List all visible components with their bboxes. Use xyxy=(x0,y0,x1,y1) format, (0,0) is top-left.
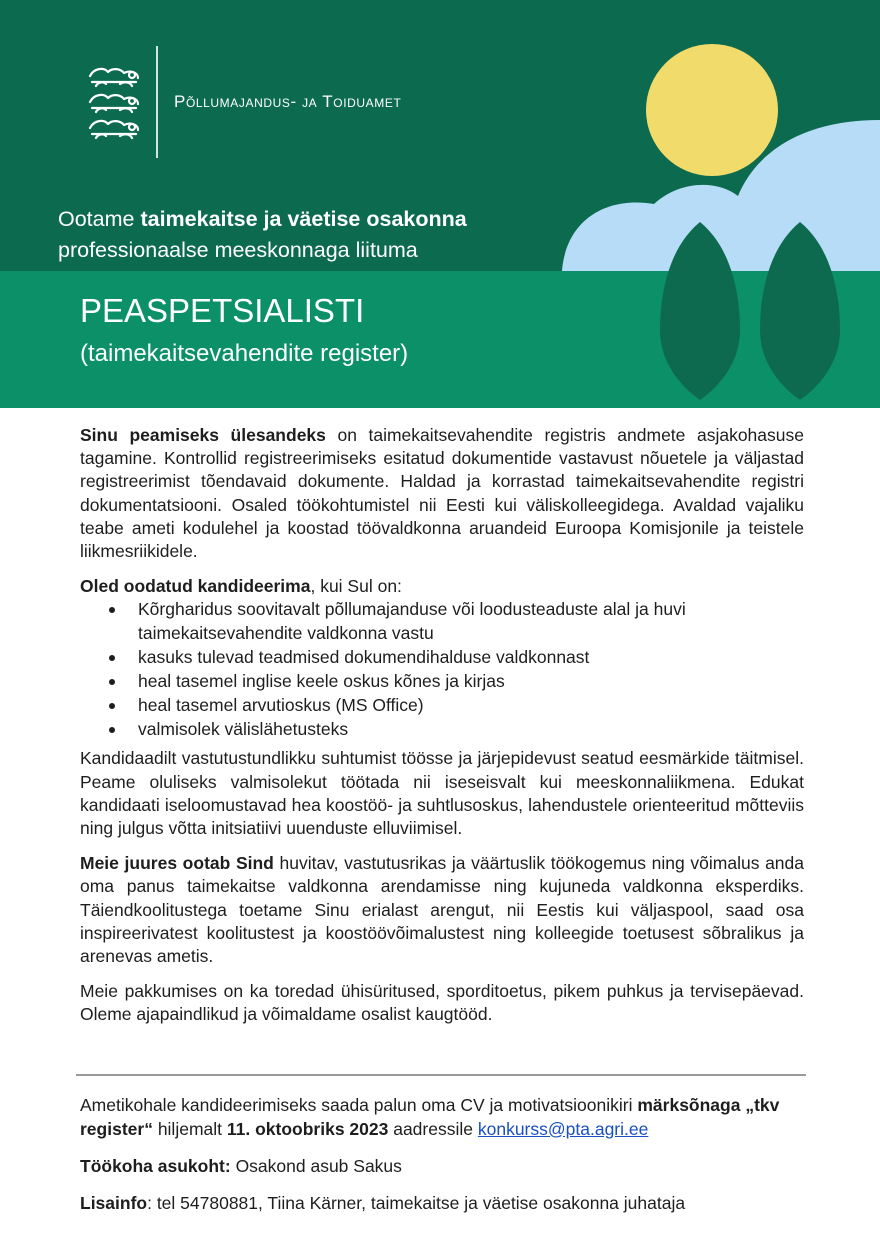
duties-text: on taimekaitsevahendite registris andmete asjakohasuse tagamine. Kontrollid registreerimiseks esitatud dokumentide vastavust nõuetele ja väljastad registreerimist tõendavaid dokumente. Haldad ja korrastad taimekaitsevahendite registri dokumentatsiooni. Osaled töökohtumistel nii Eesti kui väliskolleegidega. Avaldad vajaliku teabe ameti kodulehel ja koostad töövaldkonna aruandeid Euroopa Komisjonile ja teistele liikmesriikidele. xyxy=(80,425,804,562)
apply-text: Ametikohale kandideerimiseks saada palun oma CV ja motivatsioonikiri xyxy=(80,1095,638,1115)
position-heading xyxy=(80,290,408,370)
offer-heading: Meie juures ootab Sind xyxy=(80,853,274,874)
requirements-heading: Oled oodatud kandideerima xyxy=(80,576,311,597)
lion-icon xyxy=(90,121,138,138)
header-banner xyxy=(0,0,880,408)
intro-prefix: Ootame xyxy=(58,207,141,231)
list-item: kasuks tulevad teadmised dokumendihalduse valdkonnast xyxy=(138,646,804,670)
job-description xyxy=(80,424,804,1027)
intro-department: taimekaitse ja väetise osakonna xyxy=(140,207,467,231)
email-link[interactable]: konkurss@pta.agri.ee xyxy=(477,1118,649,1139)
intro-heading xyxy=(58,204,467,266)
location-line xyxy=(80,1155,804,1179)
intro-line2: professionaalse meeskonnaga liituma xyxy=(58,238,418,262)
list-item: heal tasemel inglise keele oskus kõnes ja kirjas xyxy=(138,670,804,694)
benefits-paragraph: Meie pakkumises on ka toredad ühisüritused, sporditoetus, pikem puhkus ja tervisepäevad. Oleme ajapaindlikud ja võimaldame osalist kaugtööd. xyxy=(80,981,804,1025)
offer-text: huvitav, vastutusrikas ja väärtuslik töökogemus ning võimalus anda oma panus taimekaitse valdkonna arendamisse ning kujuneda valdkonna eksperdiks. Täiendkoolitustega toetame Sinu erialast arengut, nii Eestis kui väljaspool, saad osa inspireerivatest koolitustest ja koostöövõimalustest ning kolleegide toetusest sõbralikus ja arenevas ametis. xyxy=(80,853,805,967)
logo-divider xyxy=(156,46,158,158)
apply-deadline-prefix: hiljemalt xyxy=(152,1118,227,1139)
list-item: heal tasemel arvutioskus (MS Office) xyxy=(138,694,804,718)
application-info xyxy=(80,1094,804,1215)
list-item: valmisolek välislähetusteks xyxy=(138,718,804,742)
lion-icon xyxy=(90,69,138,86)
requirements-intro-text: , kui Sul on: xyxy=(310,576,402,597)
agency-name: Põllumajandus- ja Toiduamet xyxy=(174,92,402,111)
sun-shape xyxy=(646,44,778,176)
location-label: Töökoha asukoht: xyxy=(80,1156,231,1176)
position-subtitle: (taimekaitsevahendite register) xyxy=(80,340,409,367)
apply-paragraph xyxy=(80,1094,804,1141)
coat-of-arms-logo xyxy=(84,62,144,142)
position-title: PEASPETSIALISTI xyxy=(80,292,365,329)
list-item: Kõrgharidus soovitavalt põllumajanduse või loodusteaduste alal ja huvi taimekaitsevahendite valdkonna vastu xyxy=(138,598,804,645)
requirements-list xyxy=(80,598,804,741)
apply-deadline: 11. oktoobriks 2023 xyxy=(226,1118,389,1139)
apply-address-prefix: aadressile xyxy=(388,1118,478,1139)
lion-icon xyxy=(90,95,138,112)
contact-line xyxy=(80,1192,804,1216)
duties-paragraph xyxy=(80,424,804,563)
expectations-paragraph: Kandidaadilt vastutustundlikku suhtumist töösse ja järjepidevust seatud eesmärkide täitmisel. Peame oluliseks valmisolekut töötada nii iseseisvalt kui meeskonnaliikmena. Edukat kandidaati iseloomustavad hea koostöö- ja suhtlusoskus, lahendustele orienteeritud mõtteviis ning julgus võtta initsiatiivi uuenduste elluviimisel. xyxy=(80,748,804,839)
apply-keyword: märksõnaga „tkv register“ xyxy=(80,1095,780,1139)
requirements-intro xyxy=(80,575,804,598)
offer-paragraph xyxy=(80,852,804,968)
location-value: Osakond asub Sakus xyxy=(230,1156,402,1176)
contact-value: : tel 54780881, Tiina Kärner, taimekaitse ja väetise osakonna juhataja xyxy=(147,1192,686,1213)
duties-heading: Sinu peamiseks ülesandeks xyxy=(80,425,326,445)
contact-label: Lisainfo xyxy=(80,1192,148,1213)
section-divider xyxy=(76,1074,806,1076)
